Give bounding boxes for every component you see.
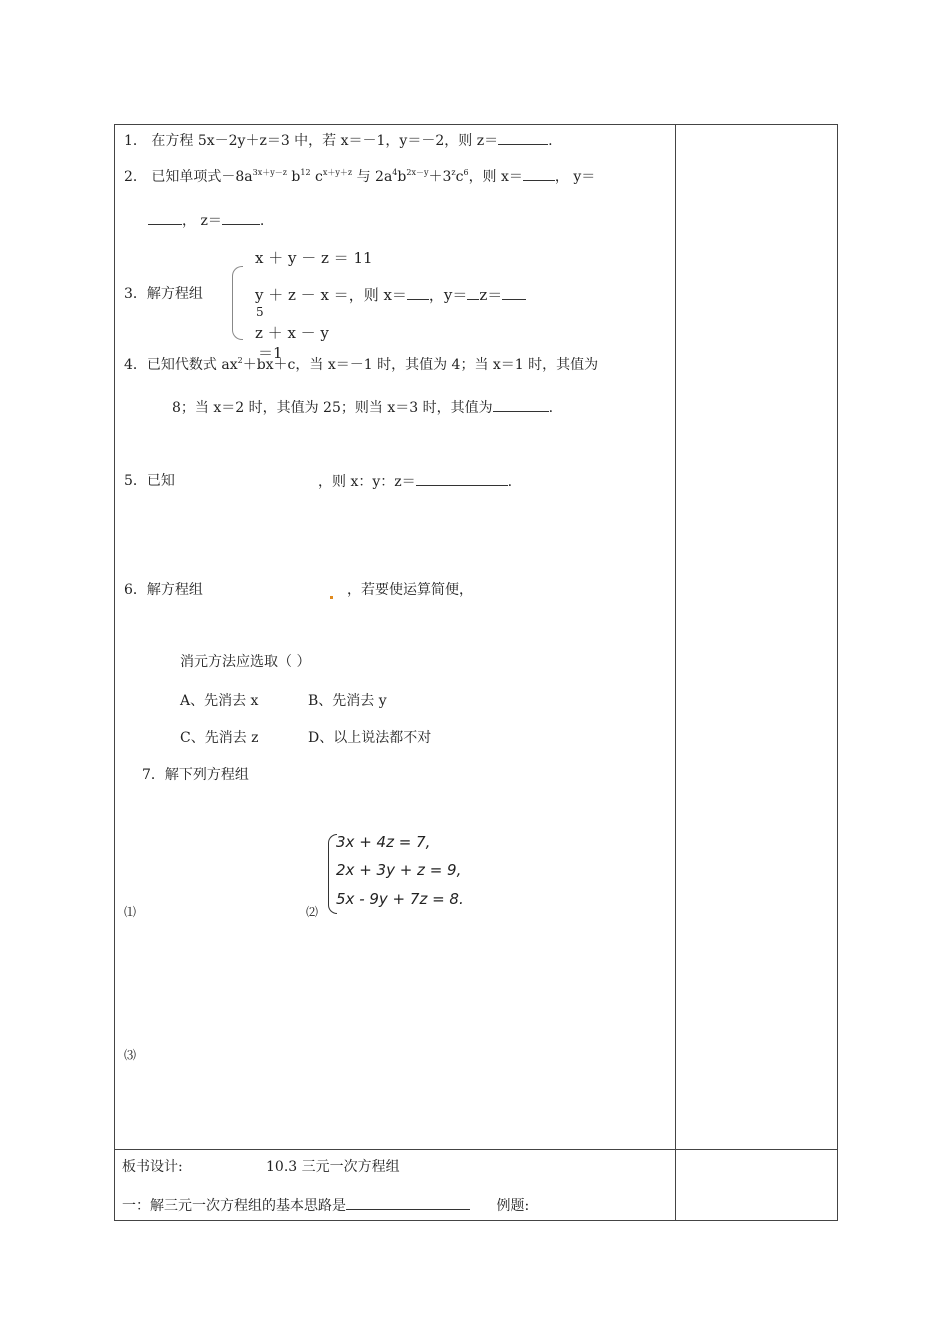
question-4-cont: 8；当 x＝2 时，其值为 25；则当 x＝3 时，其值为 . [172, 397, 553, 418]
answer-blank-x[interactable] [407, 285, 429, 300]
answer-blank-y[interactable] [467, 285, 479, 300]
answer-blank[interactable] [493, 397, 549, 412]
answer-blank-z[interactable] [502, 285, 526, 300]
brace-icon [232, 266, 243, 340]
option-d[interactable]: D、以上说法都不对 [308, 730, 432, 746]
system-eq-3: z ＋ x － y [255, 324, 329, 342]
answer-blank-z[interactable] [222, 210, 260, 225]
question-7-label: 7．解下列方程组 [142, 767, 249, 783]
option-b[interactable]: B、先消去 y [308, 693, 387, 709]
part-2-label: ⑵ [306, 905, 319, 919]
answer-blank-x[interactable] [523, 166, 555, 181]
option-c[interactable]: C、先消去 z [180, 730, 259, 746]
question-6-prompt: 消元方法应选取（ ） [180, 654, 311, 670]
question-3-label: 3．解方程组 [124, 286, 203, 302]
answer-blank[interactable] [498, 130, 548, 145]
question-6: ，若要使运算简便， [347, 582, 473, 598]
question-5: ，则 x：y：z＝ . [318, 471, 512, 492]
system-eq-3-rhs: ＝1 [258, 344, 283, 362]
part-3-label: ⑶ [124, 1048, 137, 1062]
system-eq-1: x ＋ y － z ＝ 11 [255, 249, 373, 267]
question-1: 1． 在方程 5x－2y＋z＝3 中，若 x＝－1，y＝－2，则 z＝ . [124, 130, 553, 151]
question-6-label: 6．解方程组 [124, 582, 203, 598]
system-eq-2-rhs: 5 [256, 305, 264, 319]
system-eq-1: 3x + 4z = 7, [336, 833, 431, 851]
system-eq-3: 5x - 9y + 7z = 8. [336, 890, 464, 908]
answer-blank[interactable] [346, 1195, 470, 1210]
question-4: 4．已知代数式 $ax^2+bx+c$，当 x＝－1 时，其值为 4；当 x＝1 时，其值为 [124, 356, 599, 373]
dot-marker [330, 596, 333, 599]
board-title: 10.3 三元一次方程组 [266, 1159, 400, 1175]
question-5-label: 5．已知 [124, 473, 175, 489]
option-a[interactable]: A、先消去 x [180, 693, 259, 709]
question-2-cont: ， z＝ . [148, 210, 264, 231]
board-line: 一：解三元一次方程组的基本思路是 例题: [122, 1195, 529, 1216]
system-eq-2: 2x + 3y + z = 9, [336, 861, 462, 879]
answer-blank-y[interactable] [148, 210, 182, 225]
answer-blank[interactable] [416, 471, 508, 486]
part-1-label: ⑴ [124, 905, 137, 919]
question-2: 2． 已知单项式$-8a^{3x+y-z}$ $b^{12}$ $c^{x+y+z}$ 与 $2a^4b^{2x-y}+3^zc^6$，则 x＝ ， y＝ [124, 168, 596, 185]
column-divider [675, 124, 676, 1221]
system-eq-2: y ＋ z － x ＝，则 x＝ ，y＝ z＝ [255, 285, 526, 305]
board-label: 板书设计: [122, 1159, 183, 1175]
row-divider [114, 1149, 838, 1150]
